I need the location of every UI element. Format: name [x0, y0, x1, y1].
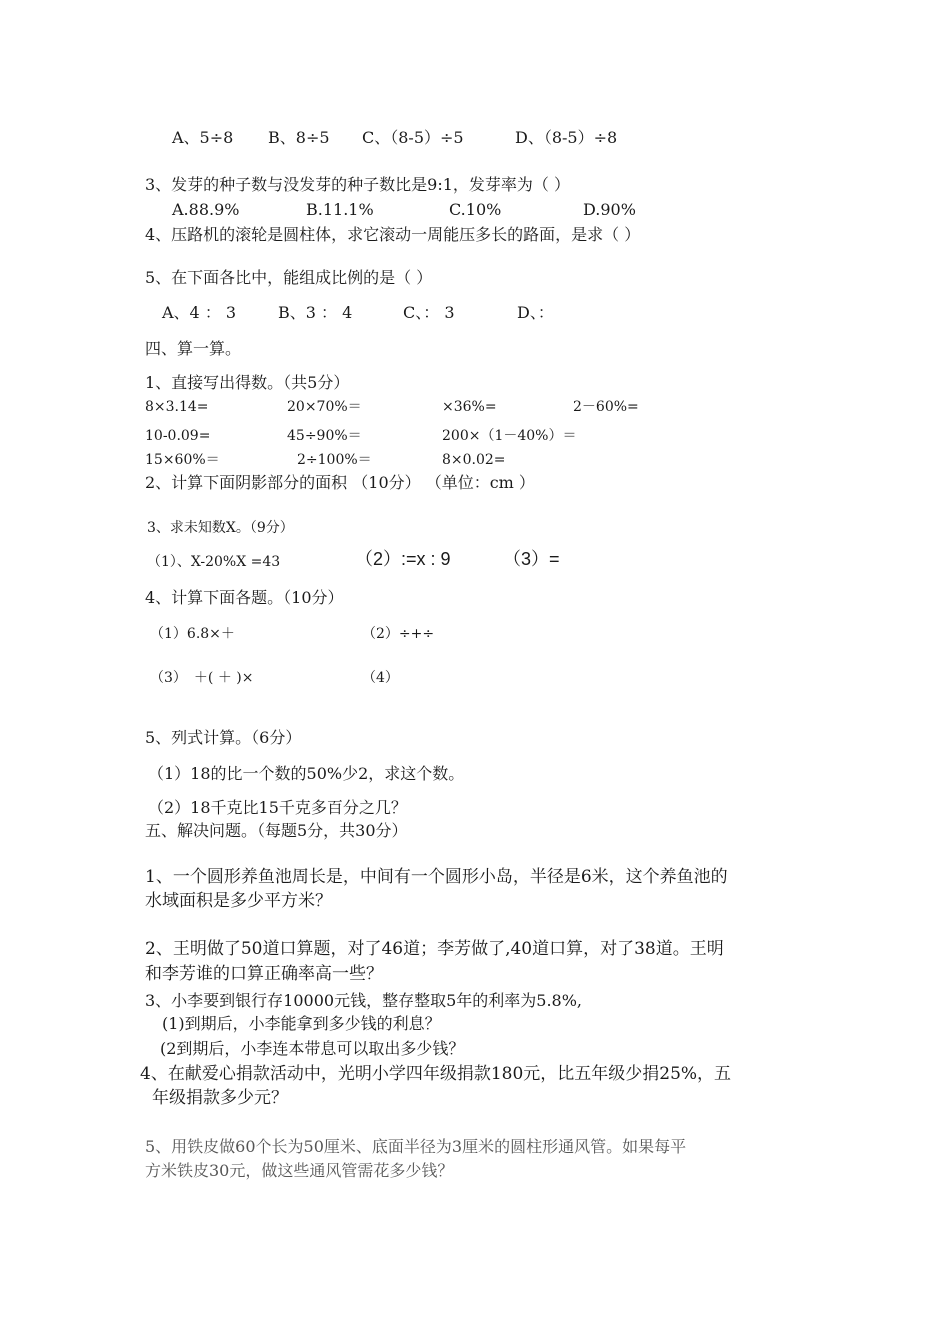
q3-option-d: D.90%: [583, 200, 636, 219]
expression-item: （1）6.8×＋: [150, 626, 235, 642]
problem-1-line-2: 水域面积是多少平方米？: [145, 891, 332, 911]
calc-item: 8×0.02=: [442, 452, 506, 468]
calc-item: 45÷90%＝: [287, 428, 362, 444]
problem-3-line-3: (2到期后，小李连本带息可以取出多少钱？: [160, 1039, 465, 1058]
problem-4-line-1: 4、在献爱心捐款活动中，光明小学四年级捐款180元，比五年级少捐25%，五: [140, 1064, 732, 1084]
q5-option-b: B、3 ： 4: [278, 303, 353, 322]
q5-option-a: A、4 ： 3: [162, 303, 237, 322]
equation-item: （3）=: [503, 549, 560, 569]
calc-item: 20×70%＝: [287, 399, 362, 415]
problem-5-line-2: 方米铁皮30元，做这些通风管需花多少钱？: [145, 1161, 454, 1180]
q3-option-b: B.11.1%: [306, 200, 374, 219]
calc-item: 8×3.14=: [145, 399, 209, 415]
problem-1-line-1: 1、一个圆形养鱼池周长是，中间有一个圆形小岛，半径是6米，这个养鱼池的: [145, 867, 728, 887]
calc-item: 10-0.09=: [145, 428, 211, 444]
problem-3-line-2: (1)到期后，小李能拿到多少钱的利息？: [162, 1014, 441, 1033]
equation-item: （2）:=x : 9: [355, 549, 451, 569]
section-4-part-5-title: 5、列式计算。（6分）: [145, 728, 302, 747]
q3-option-a: A.88.9%: [172, 200, 240, 219]
calc-item: 15×60%＝: [145, 452, 220, 468]
calc-item: 2÷100%＝: [297, 452, 372, 468]
section-4-part-2-title: 2、计算下面阴影部分的面积 （10分） （单位：cm ）: [145, 473, 535, 492]
q2-option-b: B、8÷5: [268, 128, 330, 147]
q5-option-c: C、： 3: [403, 303, 455, 322]
calc-item: 2－60%=: [573, 399, 639, 415]
calc-item: ×36%=: [442, 399, 497, 415]
q5-option-d: D、：: [517, 303, 554, 322]
q3-stem: 3、发芽的种子数与没发芽的种子数比是9:1，发芽率为（ ）: [145, 175, 571, 194]
word-problem-item: （1）18的比一个数的50%少2，求这个数。: [148, 764, 465, 783]
section-4-title: 四、算一算。: [145, 339, 242, 358]
q2-option-c: C、（8-5）÷5: [362, 128, 464, 147]
q2-option-d: D、（8-5）÷8: [515, 128, 618, 147]
calc-item: 200×（1－40%）＝: [442, 428, 577, 444]
expression-item: （2）÷+÷: [362, 626, 435, 642]
section-4-part-3-title: 3、求未知数X。（9分）: [147, 520, 294, 536]
q5-stem: 5、在下面各比中，能组成比例的是（ ）: [145, 268, 433, 287]
problem-3-line-1: 3、小李要到银行存10000元钱，整存整取5年的利率为5.8%,: [145, 991, 582, 1010]
q2-option-a: A、5÷8: [172, 128, 234, 147]
section-5-title: 五、解决问题。（每题5分，共30分）: [145, 821, 408, 840]
problem-2-line-1: 2、王明做了50道口算题，对了46道；李芳做了,40道口算，对了38道。王明: [145, 939, 724, 959]
word-problem-item: （2）18千克比15千克多百分之几？: [148, 798, 407, 817]
equation-item: （1）、X-20%X =43: [147, 554, 281, 570]
problem-2-line-2: 和李芳谁的口算正确率高一些？: [145, 964, 383, 984]
q3-option-c: C.10%: [449, 200, 502, 219]
expression-item: （4）: [362, 670, 399, 686]
section-4-part-1-title: 1、直接写出得数。（共5分）: [145, 373, 350, 392]
section-4-part-4-title: 4、计算下面各题。（10分）: [145, 588, 344, 607]
problem-5-line-1: 5、用铁皮做60个长为50厘米、底面半径为3厘米的圆柱形通风管。如果每平: [145, 1137, 687, 1156]
problem-4-line-2: 年级捐款多少元？: [152, 1088, 288, 1108]
q4-stem: 4、压路机的滚轮是圆柱体，求它滚动一周能压多长的路面，是求（ ）: [145, 225, 641, 244]
expression-item: （3） ＋( ＋ )×: [150, 670, 254, 686]
